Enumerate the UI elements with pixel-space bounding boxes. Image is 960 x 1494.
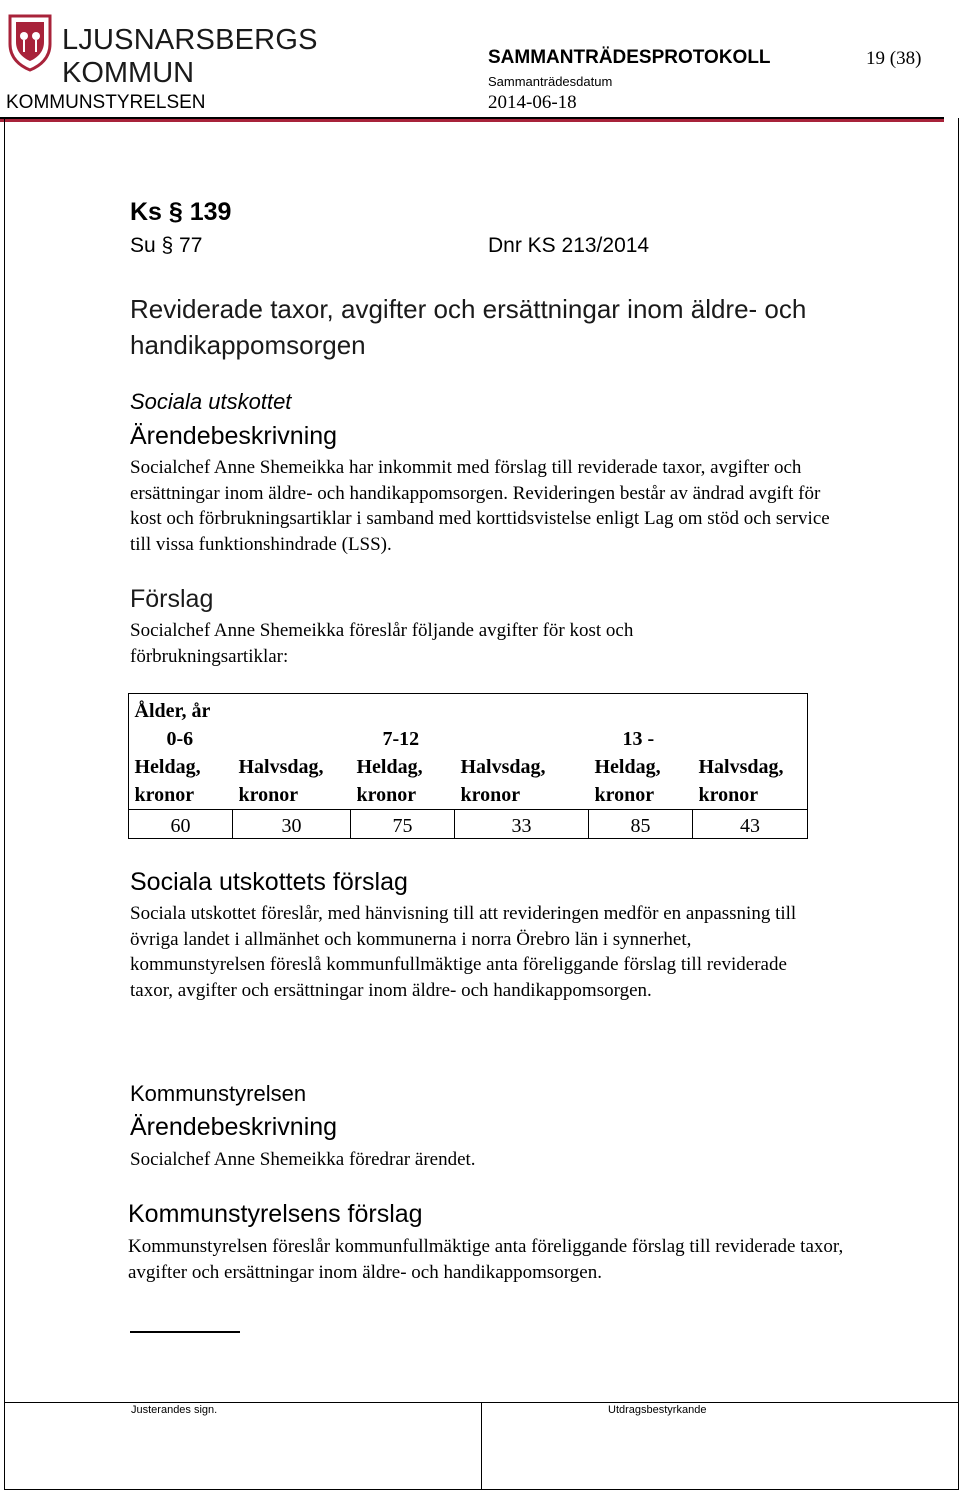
page-number: 19 (38) [866,48,922,69]
committee-name: Sociala utskottet [130,389,292,414]
column-header-4 [455,753,589,810]
footer-column-divider [481,1402,482,1490]
case-description-text: Socialchef Anne Shemeikka har inkommit med förslag till reviderade taxor, avgifter och ersättningar inom äldre- och handikappomsorgen. Revideringen består av ändrad avgift för kost och förbrukningsartiklar i samband med korttidsvistelse enligt Lag om stöd och service till vissa funktionshindrade (LSS). [130,457,830,555]
fee-value-cell: 43 [693,810,808,839]
proposal-text: Socialchef Anne Shemeikka föreslår följande avgifter för kost och förbrukningsartiklar: [130,620,634,667]
column-header-5 [589,753,693,810]
diary-number: Dnr KS 213/2014 [488,234,650,257]
department-name: KOMMUNSTYRELSEN [6,92,206,113]
column-header-2-line1: Halvsdag, [238,756,324,778]
column-header-3-line2: kronor [356,784,417,806]
column-header-1-line1: Heldag, [134,756,201,778]
column-header-5-line2: kronor [594,784,655,806]
signature-line [130,1331,240,1333]
committee-proposal-heading: Sociala utskottets förslag [130,868,408,896]
ks-paragraph-number: Ks § 139 [130,198,232,226]
extract-certification-label: Utdragsbestyrkande [608,1404,707,1416]
age-group-0-6: 0-6 [166,728,194,750]
signature-label: Justerandes sign. [131,1404,218,1416]
case-description-heading: Ärendebeskrivning [130,422,338,450]
fee-value-cell: 30 [233,810,351,839]
case-title: Reviderade taxor, avgifter och ersättningar inom äldre- och handikappomsorgen [130,294,807,360]
column-header-3-line1: Heldag, [356,756,423,778]
meeting-date: 2014-06-18 [488,92,577,113]
meeting-date-label: Sammanträdesdatum [488,74,613,89]
fee-value-cell: 85 [589,810,693,839]
coat-of-arms-icon [6,14,54,72]
column-header-4-line1: Halvsdag, [460,756,546,778]
fee-value-cell: 60 [129,810,233,839]
age-group-7-12: 7-12 [382,728,420,750]
board-description-text: Socialchef Anne Shemeikka föredrar ärendet. [130,1149,476,1170]
document-title: SAMMANTRÄDESPROTOKOLL [488,47,771,68]
column-header-6-line1: Halvsdag, [698,756,784,778]
fee-value-cell: 75 [351,810,455,839]
column-header-2 [233,753,351,810]
column-header-5-line1: Heldag, [594,756,661,778]
column-header-1 [129,753,233,810]
municipality-logo [6,14,318,89]
logo-line1: LJUSNARSBERGS [62,24,318,56]
board-name: Kommunstyrelsen [130,1081,307,1106]
logo-line2: KOMMUN [62,57,195,89]
column-header-6 [693,753,808,810]
column-header-1-line2: kronor [134,784,195,806]
su-paragraph-number: Su § 77 [130,234,203,257]
age-header: Ålder, år [134,700,211,722]
column-header-3 [351,753,455,810]
column-header-2-line2: kronor [238,784,299,806]
board-proposal-text: Kommunstyrelsen föreslår kommunfullmäktige anta föreliggande förslag till reviderade taxor, avgifter och ersättningar inom äldre- och handikappomsorgen. [128,1236,844,1283]
fee-value-cell: 33 [455,810,589,839]
age-group-13-plus: 13 - [622,728,655,750]
proposal-heading: Förslag [130,585,214,613]
committee-proposal-text: Sociala utskottet föreslår, med hänvisning till att revideringen medför en anpassning till övriga landet i allmänhet och kommunerna i norra Örebro län i synnerhet, kommunstyrelsen föreslå kommunfullmäktige anta föreliggande förslag till reviderade taxor, avgifter och ersättningar inom äldre- och handikappomsorgen. [130,903,797,1001]
column-header-6-line2: kronor [698,784,759,806]
column-header-4-line2: kronor [460,784,521,806]
fee-table [128,693,808,839]
board-proposal-heading: Kommunstyrelsens förslag [128,1200,423,1228]
board-description-heading: Ärendebeskrivning [130,1113,338,1141]
